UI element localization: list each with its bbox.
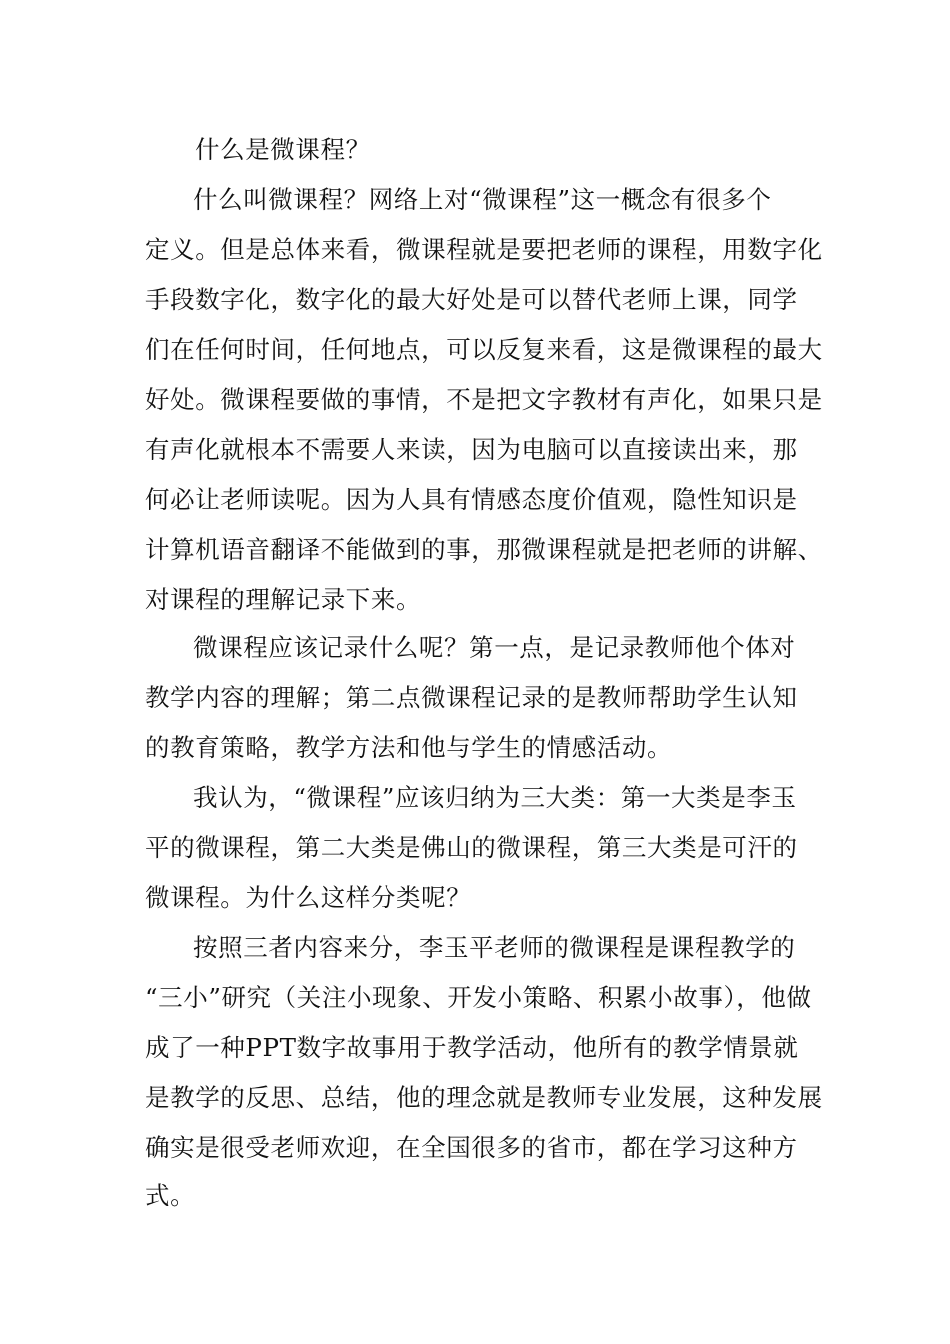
paragraph-line: 的教育策略，教学方法和他与学生的情感活动。	[145, 733, 673, 762]
paragraph-line: 成了一种PPT数字故事用于教学活动，他所有的教学情景就	[145, 1033, 799, 1062]
paragraph-line: 式。	[145, 1181, 196, 1210]
paragraph-line: 们在任何时间，任何地点，可以反复来看，这是微课程的最大	[145, 335, 823, 364]
paragraph-line: 对课程的理解记录下来。	[145, 585, 422, 614]
paragraph-line: 什么叫微课程？网络上对“微课程”这一概念有很多个	[193, 185, 772, 214]
paragraph-line: 计算机语音翻译不能做到的事，那微课程就是把老师的讲解、	[145, 535, 823, 564]
paragraph-line: 微课程应该记录什么呢？第一点，是记录教师他个体对	[193, 633, 796, 662]
paragraph-line: 定义。但是总体来看，微课程就是要把老师的课程，用数字化	[145, 235, 823, 264]
document-title: 什么是微课程？	[195, 135, 371, 164]
paragraph-line: 确实是很受老师欢迎，在全国很多的省市，都在学习这种方	[145, 1133, 798, 1162]
paragraph-line: 按照三者内容来分，李玉平老师的微课程是课程教学的	[193, 933, 796, 962]
paragraph-line: 好处。微课程要做的事情，不是把文字教材有声化，如果只是	[145, 385, 823, 414]
paragraph-line: 教学内容的理解；第二点微课程记录的是教师帮助学生认知	[145, 683, 798, 712]
paragraph-line: 有声化就根本不需要人来读，因为电脑可以直接读出来，那	[145, 435, 798, 464]
paragraph-line: 我认为，“微课程”应该归纳为三大类：第一大类是李玉	[193, 783, 797, 812]
paragraph-line: 手段数字化，数字化的最大好处是可以替代老师上课，同学	[145, 285, 798, 314]
paragraph-line: 微课程。为什么这样分类呢？	[145, 883, 472, 912]
paragraph-line: “三小”研究（关注小现象、开发小策略、积累小故事），他做	[145, 983, 812, 1012]
paragraph-line: 平的微课程，第二大类是佛山的微课程，第三大类是可汗的	[145, 833, 798, 862]
paragraph-line: 何必让老师读呢。因为人具有情感态度价值观，隐性知识是	[145, 485, 798, 514]
paragraph-line: 是教学的反思、总结，他的理念就是教师专业发展，这种发展	[145, 1083, 823, 1112]
